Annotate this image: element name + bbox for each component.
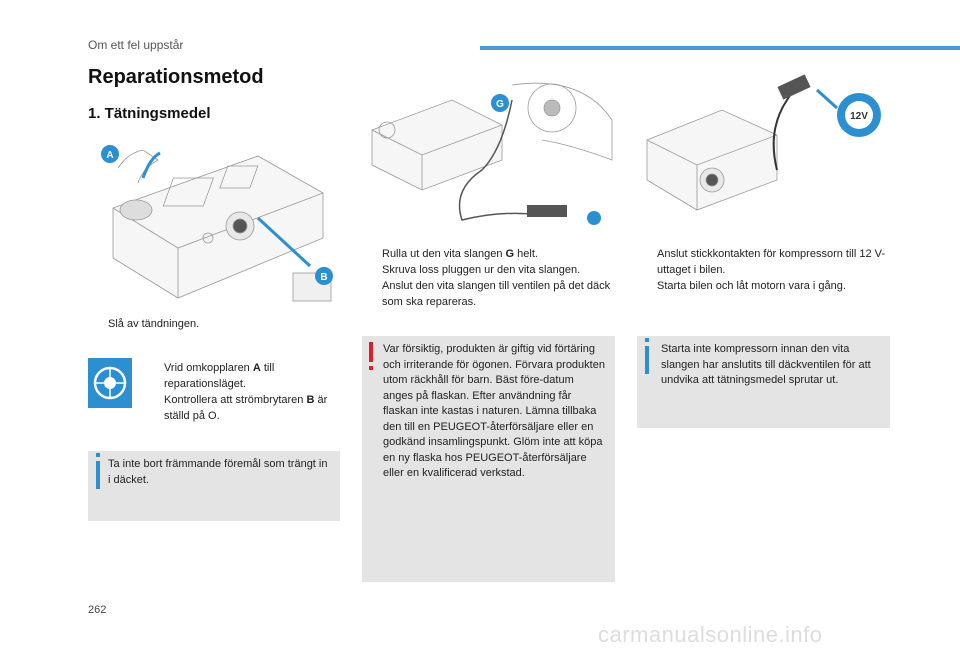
step-selector-a: Vrid omkopplaren A till reparationsläget.	[164, 362, 275, 390]
header-accent-bar	[480, 46, 960, 50]
step-connect-valve: Anslut den vita slangen till ventilen på det däck som ska repareras.	[382, 280, 611, 308]
plug-12v-illustration	[637, 70, 890, 240]
step-start-engine: Starta bilen och låt motorn vara i gång.	[657, 280, 846, 292]
label-g: G	[496, 99, 504, 110]
hose-to-valve-illustration	[362, 70, 615, 240]
selector-steps	[144, 360, 334, 424]
ignition-step: Slå av tändningen.	[108, 318, 200, 330]
page-number: 262	[88, 604, 107, 616]
label-b: B	[320, 272, 328, 283]
compressor-kit-illustration	[88, 138, 338, 313]
info-note-compressor: Starta inte kompressorn innan den vita slangen har anslutits till däckventilen för att undvika att tätningsmedel sprutar ut.	[637, 336, 890, 428]
plug-steps	[637, 246, 887, 294]
section-label: Om ett fel uppstår	[88, 38, 184, 52]
label-12v: 12V	[850, 111, 868, 122]
step-unroll-hose: Rulla ut den vita slangen G helt.	[382, 248, 538, 260]
watermark: carmanualsonline.info	[598, 622, 823, 647]
label-a: A	[106, 150, 114, 161]
step-connect-12v: Anslut stickkontakten för kompressorn till 12 V-uttaget i bilen.	[657, 248, 886, 276]
step-switch-b: Kontrollera att strömbrytaren B är ställd på O.	[164, 394, 328, 422]
step-unscrew-plug: Skruva loss pluggen ur den vita slangen.	[382, 264, 581, 276]
warning-box: Var försiktig, produkten är giftig vid förtäring och irriterande för ögonen. Förvara produkten utom räckhåll för barn. Bäst före-datum anges på flaskan. Efter användning får flaskan inte kastas i naturen. Lämna tillbaka den till en PEUGEOT-återförsäljare eller en godkänd insamlingspunkt. Glöm inte att köpa en ny flaska hos PEUGEOT-återförsäljare eller en kvalificerad verkstad.	[362, 336, 615, 582]
page-title: Reparationsmetod	[88, 66, 264, 88]
selector-symbol-icon	[88, 358, 132, 408]
info-icon	[645, 346, 649, 374]
section-subtitle: 1. Tätningsmedel	[88, 105, 211, 122]
info-icon	[96, 461, 100, 489]
warning-icon	[369, 342, 373, 362]
hose-steps	[362, 246, 612, 310]
info-note-foreign-objects: Ta inte bort främmande föremål som trängt in i däcket.	[88, 451, 340, 521]
